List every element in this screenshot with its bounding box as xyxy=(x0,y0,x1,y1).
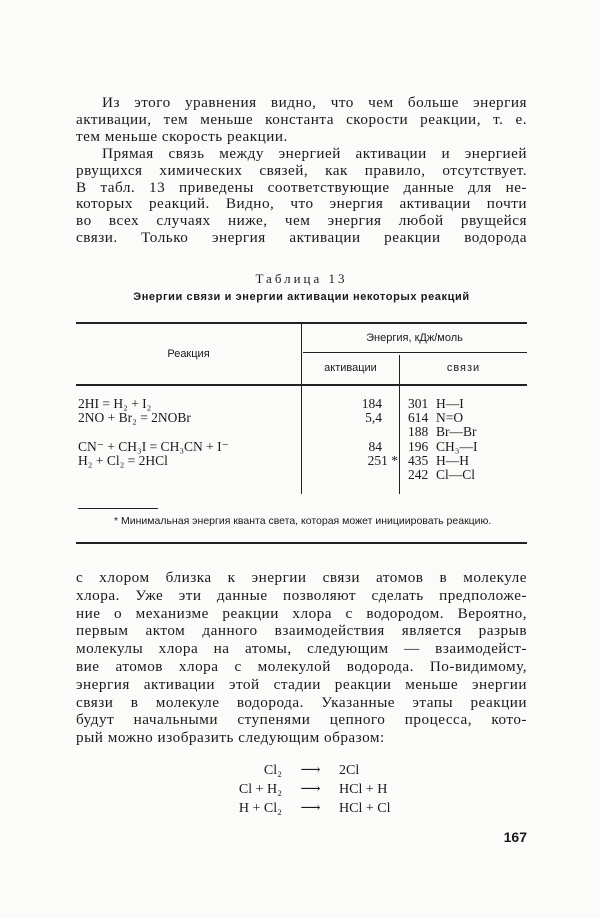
table-cell-reaction: 2HI = H₂ + I₂ xyxy=(78,396,152,411)
text-line: ние о механизме реакции хлора с водородом. Вероятно, xyxy=(76,604,527,622)
equation xyxy=(210,762,359,779)
table-footnote: * Минимальная энергия кванта света, которая может инициировать реакцию. xyxy=(114,515,492,527)
paragraph-1 xyxy=(76,95,527,145)
table-cell-reaction: H₂ + Cl₂ = 2HCl xyxy=(78,453,168,468)
equation xyxy=(210,781,387,798)
table-bottom-rule xyxy=(76,542,527,544)
table-cell-bond-value: 188 xyxy=(408,424,429,439)
table-label: Таблица 13 xyxy=(255,271,348,286)
text-line: будут начальными ступенями цепного процесса, кото- xyxy=(76,711,527,729)
text-line: хлора. Уже эти данные позволяют сделать предположе- xyxy=(76,586,527,604)
text-line: Прямая связь между энергией активации и энергией xyxy=(102,145,527,162)
text-line: энергия активации этой стадии реакции меньше энергии xyxy=(76,675,527,693)
paragraph-3 xyxy=(76,569,527,747)
header-reaction: Реакция xyxy=(167,348,210,360)
equation-left: Cl + H₂ xyxy=(238,782,282,797)
equation-right: 2Cl xyxy=(339,763,360,778)
header-activation: активации xyxy=(324,362,377,374)
header-energy: Энергия, кДж/моль xyxy=(366,332,463,344)
arrow-icon: ⟶ xyxy=(300,782,321,797)
table-cell-bond-value: 435 xyxy=(408,453,429,468)
table-cell-bond: CH₃—I xyxy=(436,439,478,454)
table-cell-bond: H—H xyxy=(436,453,469,468)
text-line: рый можно изобразить следующим образом: xyxy=(76,729,385,747)
equation-right: HCl + Cl xyxy=(339,801,391,816)
table-cell-bond-value: 614 xyxy=(408,410,429,425)
text-line: первым актом данного взаимодействия является разрыв xyxy=(76,622,527,640)
table-cell-bond-value: 196 xyxy=(408,439,429,454)
page-number: 167 xyxy=(503,829,527,845)
table-cell-activation: 251 * xyxy=(367,453,398,468)
arrow-icon: ⟶ xyxy=(300,763,321,778)
text-line: рвущихся химических связей, как правило, отсутствует. xyxy=(76,161,527,179)
equation xyxy=(210,800,390,817)
header-subrule xyxy=(303,352,527,353)
text-line: активации, тем меньше константа скорости реакции, т. е. xyxy=(76,110,527,128)
text-line: вие атомов хлора с молекулой водорода. По-видимому, xyxy=(76,657,527,675)
table-cell-activation: 84 xyxy=(368,439,382,454)
text-line: связи. Только энергия активации реакции водорода xyxy=(76,228,527,246)
table-cell-bond: Cl—Cl xyxy=(436,467,476,482)
column-divider xyxy=(399,355,400,494)
table-cell-bond: N=O xyxy=(436,410,464,425)
arrow-icon: ⟶ xyxy=(300,801,321,816)
table-cell-bond: H—I xyxy=(436,396,464,411)
text-line: тем меньше скорость реакции. xyxy=(76,127,288,145)
header-bond: связи xyxy=(446,362,481,374)
text-line: которых реакций. Видно, что энергия активации почти xyxy=(76,195,527,213)
text-line: с хлором близка к энергии связи атомов в молекуле xyxy=(76,569,527,586)
equation-right: HCl + H xyxy=(339,782,388,797)
text-line: Из этого уравнения видно, что чем больше энергия xyxy=(102,94,527,111)
table-header-rule xyxy=(76,384,527,386)
table-cell-reaction: 2NO + Br₂ = 2NOBr xyxy=(78,410,191,425)
text-line: молекулы хлора на атомы, следующим — взаимодейст- xyxy=(76,640,527,658)
footnote-rule xyxy=(78,508,158,509)
equation-left: H + Cl₂ xyxy=(238,801,282,816)
table-cell-bond-value: 242 xyxy=(408,467,429,482)
equation-left: Cl₂ xyxy=(263,763,282,778)
text-line: В табл. 13 приведены соответствующие данные для не- xyxy=(76,178,527,196)
table-cell-reaction: CN⁻ + CH₃I = CH₃CN + I⁻ xyxy=(78,439,229,454)
table-cell-bond-value: 301 xyxy=(408,396,429,411)
paragraph-2 xyxy=(76,146,527,247)
table-cell-activation: 184 xyxy=(361,396,382,411)
text-line: во всех случаях ниже, чем энергия любой рвущейся xyxy=(76,212,527,230)
text-line: связи в молекуле водорода. Указанные этапы реакции xyxy=(76,693,527,711)
table-cell-activation: 5,4 xyxy=(365,410,382,425)
table-cell-bond: Br—Br xyxy=(436,424,477,439)
table-title: Энергии связи и энергии активации некоторых реакций xyxy=(133,291,470,303)
